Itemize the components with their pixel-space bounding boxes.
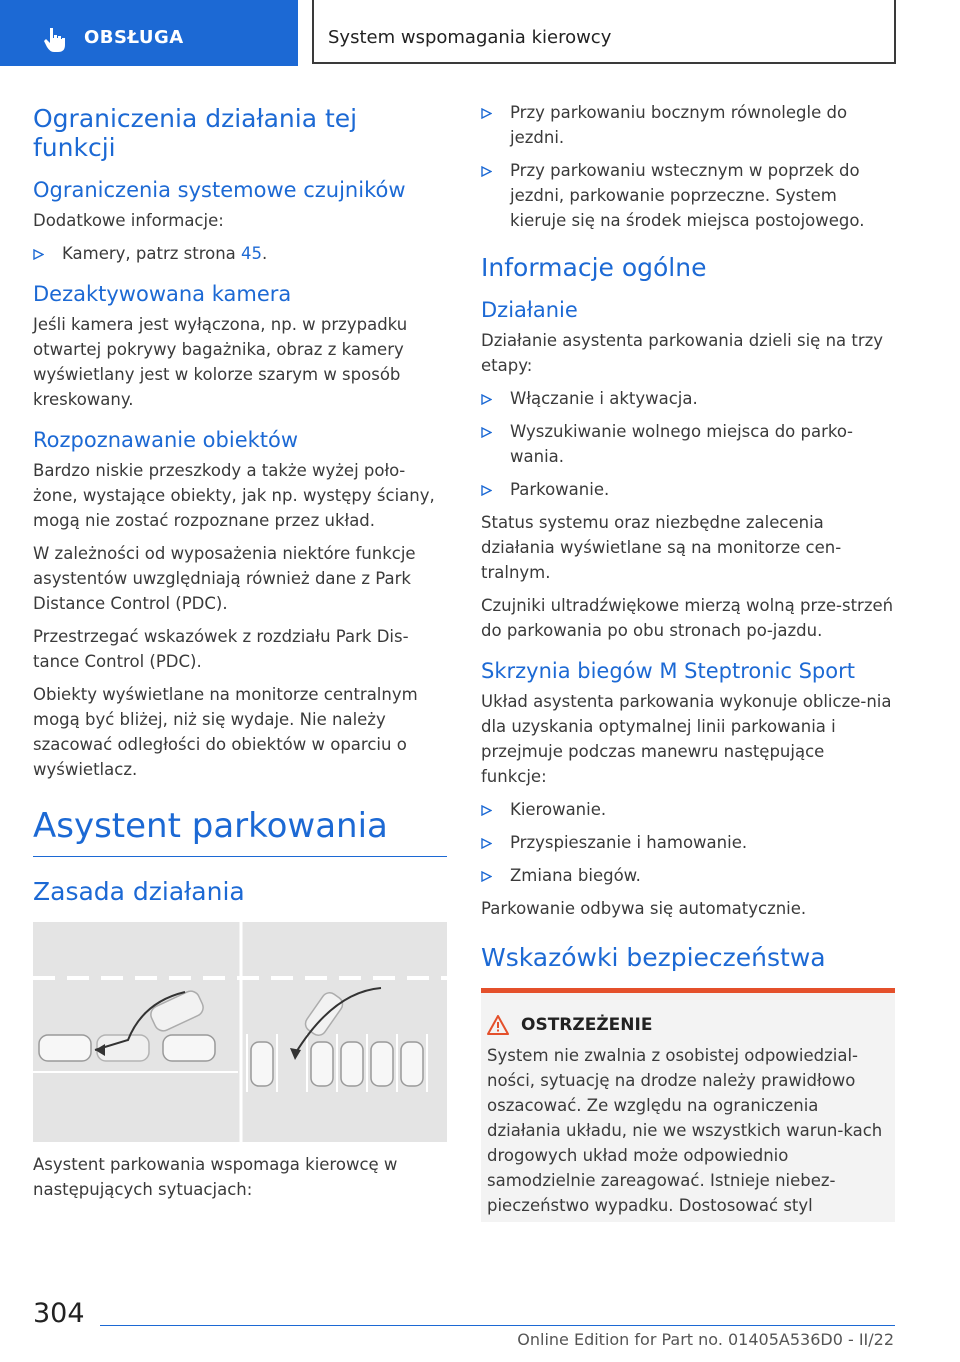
parking-diagram <box>33 922 447 1142</box>
paragraph-operation: Działanie asystenta parkowania dzieli się na trzy etapy: <box>481 331 884 375</box>
list-item <box>481 386 895 411</box>
heading-gearbox: Skrzynia biegów M Steptronic Sport <box>481 659 855 683</box>
function-gear-change: Zmiana biegów. <box>510 866 641 885</box>
heading-object-detection: Rozpoznawanie obiektów <box>33 428 299 452</box>
paragraph-detect-2: W zależności od wyposażenia niektóre funkcje asystentów uwzględniają również dane z Park Distance Control (PDC). <box>33 544 416 613</box>
paragraph-more-info: Dodatkowe informacje: <box>33 211 224 230</box>
chapter-title: System wspomagania kierowcy <box>328 27 612 48</box>
list-item <box>481 797 895 822</box>
paragraph-automatic: Parkowanie odbywa się automatycznie. <box>481 899 807 918</box>
list-item <box>33 241 447 266</box>
paragraph-status: Status systemu oraz niezbędne zalecenia działania wyświetlane są na monitorze cen‐tralnym. <box>481 513 842 582</box>
heading-general-info: Informacje ogólne <box>481 253 707 282</box>
paragraph-gearbox: Układ asystenta parkowania wykonuje oblicze‐nia dla uzyskania optymalnej linii parkowania i przejmuje podczas manewru następujące funkcje: <box>481 692 892 786</box>
chapter-title-box <box>312 0 896 64</box>
stage-search: Wyszukiwanie wolnego miejsca do parko‐wania. <box>510 422 853 466</box>
list-situations <box>481 100 895 233</box>
bullet-triangle-icon <box>481 485 492 496</box>
left-column <box>33 96 447 1210</box>
bullet-camera-text: Kamery, patrz strona <box>62 244 242 263</box>
paragraph-detect-3: Przestrzegać wskazówek z rozdziału Park Dis‐tance Control (PDC). <box>33 627 409 671</box>
page-link-45[interactable]: 45 <box>241 244 263 263</box>
heading-park-assist: Asystent parkowania <box>33 806 447 857</box>
bullet-triangle-icon <box>481 427 492 438</box>
heading-operation: Działanie <box>481 298 578 322</box>
stage-parking: Parkowanie. <box>510 480 610 499</box>
bullet-triangle-icon <box>481 108 492 119</box>
footer-divider <box>100 1325 895 1326</box>
list-item <box>481 419 895 469</box>
situation-perpendicular: Przy parkowaniu wstecznym w poprzek do jezdni, parkowanie poprzeczne. System kieruje się na środek miejsca postojowego. <box>510 161 865 230</box>
paragraph-detect-4: Obiekty wyświetlane na monitorze centralnym mogą być bliżej, niż się wydaje. Nie należy szacować odległości do obiektów w oparciu o wyświetlacz. <box>33 685 418 779</box>
heading-camera-off: Dezaktywowana kamera <box>33 282 292 306</box>
bullet-triangle-icon <box>481 166 492 177</box>
page-number: 304 <box>33 1298 85 1329</box>
warning-box <box>481 988 895 1222</box>
list-camera <box>33 241 447 266</box>
list-item <box>481 477 895 502</box>
list-item <box>481 100 895 150</box>
situation-parallel: Przy parkowaniu bocznym równolegle do jezdni. <box>510 103 848 147</box>
heading-limits: Ograniczenia działania tej funkcji <box>33 104 358 162</box>
bullet-triangle-icon <box>481 838 492 849</box>
section-tab <box>0 0 298 66</box>
hand-pointer-icon <box>40 24 70 54</box>
right-column <box>481 100 895 1222</box>
list-functions <box>481 797 895 888</box>
paragraph-camera-off: Jeśli kamera jest wyłączona, np. w przypadku otwartej pokrywy bagażnika, obraz z kamery wyświetlany jest w kolorze szarym w sposób kreskowany. <box>33 315 408 409</box>
list-item <box>481 863 895 888</box>
bullet-triangle-icon <box>481 871 492 882</box>
parking-illustration <box>33 922 447 1142</box>
bullet-triangle-icon <box>481 805 492 816</box>
paragraph-ultrasonic: Czujniki ultradźwiękowe mierzą wolną prze‐strzeń do parkowania po obu stronach po‐jazdu. <box>481 596 894 640</box>
function-steering: Kierowanie. <box>510 800 607 819</box>
list-stages <box>481 386 895 502</box>
warning-title: OSTRZEŻENIE <box>521 1015 653 1035</box>
warning-text: System nie zwalnia z osobistej odpowiedzial‐ności, sytuację na drodze należy prawidłowo oszacować. Ze względu na ograniczenia działania układu, nie we wszystkich warun‐kach drogowych układ może odpowiednio samodzielnie zareagować. Istnieje niebez‐pieczeństwo wypadku. Dostosować styl <box>487 1046 883 1215</box>
list-item <box>481 158 895 233</box>
warning-title-row <box>487 1015 889 1035</box>
bullet-triangle-icon <box>33 249 44 260</box>
page-header <box>0 0 960 66</box>
stage-activation: Włączanie i aktywacja. <box>510 389 698 408</box>
heading-principle: Zasada działania <box>33 877 245 906</box>
paragraph-principle: Asystent parkowania wspomaga kierowcę w następujących sytuacjach: <box>33 1155 398 1199</box>
footer-edition: Online Edition for Part no. 01405A536D0 - II/22 <box>517 1330 894 1349</box>
paragraph-detect-1: Bardzo niskie przeszkody a także wyżej poło‐żone, wystające obiekty, jak np. występy ściany, mogą nie zostać rozpoznane przez układ. <box>33 461 435 530</box>
heading-safety: Wskazówki bezpieczeństwa <box>481 943 826 972</box>
bullet-triangle-icon <box>481 394 492 405</box>
list-item <box>481 830 895 855</box>
function-accel-brake: Przyspieszanie i hamowanie. <box>510 833 748 852</box>
bullet-camera-suffix: . <box>262 244 268 263</box>
warning-triangle-icon <box>487 1015 509 1035</box>
section-tab-label: OBSŁUGA <box>84 27 184 48</box>
heading-sensors: Ograniczenia systemowe czujników <box>33 178 406 202</box>
